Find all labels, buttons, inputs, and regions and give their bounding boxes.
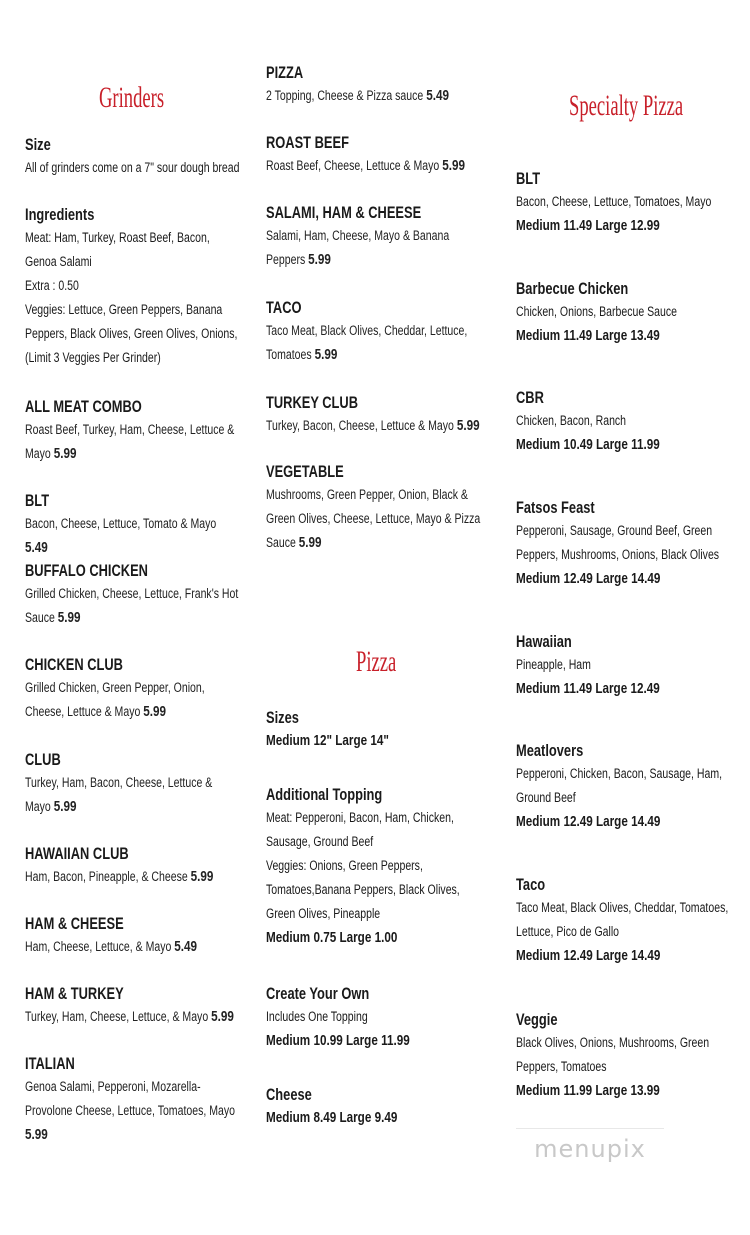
item-name: BUFFALO CHICKEN [25, 562, 148, 580]
menu-item [25, 983, 240, 1029]
item-name: CBR [516, 389, 544, 407]
item-desc: Genoa Salami, Pepperoni, Mozarella-Provolone Cheese, Lettuce, Tomatoes, Mayo 5.99 [25, 1079, 235, 1143]
item-desc: Roast Beef, Turkey, Ham, Cheese, Lettuce & Mayo 5.99 [25, 422, 235, 462]
ingredients-block [25, 204, 240, 370]
item-name: Barbecue Chicken [516, 280, 629, 298]
item-price: 5.99 [190, 868, 214, 885]
menu-item [25, 654, 240, 724]
menu-item [25, 843, 240, 889]
item-name: Fatsos Feast [516, 499, 595, 517]
specialty-title: Specialty Pizza [569, 89, 684, 122]
item-desc: Roast Beef, Cheese, Lettuce & Mayo 5.99 [266, 157, 465, 174]
sizes-text: Medium 12" Large 14" [266, 732, 389, 749]
item-desc: Ham, Bacon, Pineapple, & Cheese 5.99 [25, 868, 214, 885]
item-desc: Pineapple, Ham [516, 657, 591, 672]
cheese-label: Cheese [266, 1086, 312, 1104]
item-price: 5.99 [298, 534, 322, 551]
menu-item [516, 1009, 731, 1103]
item-price: Medium 11.49 Large 13.49 [516, 327, 660, 344]
menu-item [516, 740, 731, 834]
item-desc: Turkey, Ham, Bacon, Cheese, Lettuce & Mayo 5.99 [25, 775, 213, 815]
menu-item [266, 132, 491, 178]
menu-item [516, 631, 700, 701]
item-name: TACO [266, 299, 302, 317]
item-price: 5.99 [308, 251, 331, 268]
item-name: ROAST BEEF [266, 134, 349, 152]
item-desc: Mushrooms, Green Pepper, Onion, Black & Green Olives, Cheese, Lettuce, Mayo & Pizza Sauce 5.99 [266, 487, 481, 551]
item-name: CLUB [25, 751, 61, 769]
item-desc: Grilled Chicken, Green Pepper, Onion, Cheese, Lettuce & Mayo 5.99 [25, 680, 205, 720]
item-desc: Black Olives, Onions, Mushrooms, Green Peppers, Tomatoes [516, 1035, 710, 1074]
size-text: All of grinders come on a 7" sour dough bread [25, 160, 240, 175]
item-price: Medium 10.49 Large 11.99 [516, 436, 660, 453]
cheese-price: Medium 8.49 Large 9.49 [266, 1109, 398, 1126]
item-name: Taco [516, 876, 546, 894]
menu-item [516, 874, 731, 968]
item-desc: 2 Topping, Cheese & Pizza sauce 5.49 [266, 87, 449, 104]
item-price: 5.99 [25, 1126, 48, 1143]
item-name: HAM & CHEESE [25, 915, 124, 933]
item-desc: Chicken, Bacon, Ranch [516, 413, 627, 428]
item-desc: Pepperoni, Chicken, Bacon, Sausage, Ham, Ground Beef [516, 766, 723, 805]
item-name: SALAMI, HAM & CHEESE [266, 204, 422, 222]
item-price: Medium 11.99 Large 13.99 [516, 1082, 660, 1099]
item-price: Medium 11.49 Large 12.49 [516, 680, 660, 697]
sizes-label: Sizes [266, 709, 299, 727]
item-desc: Turkey, Bacon, Cheese, Lettuce & Mayo 5.99 [266, 417, 480, 434]
sizes-block [266, 707, 424, 753]
item-price: 5.99 [53, 798, 77, 815]
item-price: 5.99 [143, 703, 167, 720]
item-desc: Turkey, Ham, Cheese, Lettuce, & Mayo 5.99 [25, 1008, 234, 1025]
ingredients-veggies: Veggies: Lettuce, Green Peppers, Banana Peppers, Black Olives, Green Olives, Onions, (Limit 3 Veggies Per Grinder) [25, 302, 238, 365]
menu-item [266, 461, 491, 555]
topping-veggies: Veggies: Onions, Green Peppers, Tomatoes,Banana Peppers, Black Olives, Green Olives, Pineapple [266, 858, 460, 921]
item-name: CHICKEN CLUB [25, 656, 123, 674]
item-desc: Chicken, Onions, Barbecue Sauce [516, 304, 677, 319]
create-your-own-block [266, 983, 450, 1053]
item-desc: Bacon, Cheese, Lettuce, Tomato & Mayo 5.49 [25, 516, 217, 556]
item-desc: Taco Meat, Black Olives, Cheddar, Tomatoes, Lettuce, Pico de Gallo [516, 900, 729, 939]
menu-item [25, 749, 240, 819]
item-name: VEGETABLE [266, 463, 344, 481]
menu-item [25, 1053, 240, 1147]
item-name: PIZZA [266, 64, 304, 82]
item-desc: Pepperoni, Sausage, Ground Beef, Green Peppers, Mushrooms, Onions, Black Olives [516, 523, 720, 562]
item-price: Medium 11.49 Large 12.99 [516, 217, 660, 234]
menu-item [25, 396, 240, 466]
item-name: BLT [516, 170, 541, 188]
item-price: Medium 12.49 Large 14.49 [516, 570, 661, 587]
item-price: 5.99 [57, 609, 81, 626]
menu-item [266, 202, 491, 272]
item-desc: Grilled Chicken, Cheese, Lettuce, Frank's Hot Sauce 5.99 [25, 586, 239, 626]
item-name: Meatlovers [516, 742, 584, 760]
menu-item [25, 913, 240, 959]
menupix-watermark: menupix [516, 1128, 664, 1169]
additional-topping-block [266, 784, 491, 950]
item-desc: Bacon, Cheese, Lettuce, Tomatoes, Mayo [516, 194, 712, 209]
grinders-title: Grinders [99, 81, 165, 114]
item-price: Medium 12.49 Large 14.49 [516, 947, 661, 964]
item-price: 5.49 [174, 938, 198, 955]
item-price: 5.99 [314, 346, 338, 363]
menu-item [516, 387, 700, 457]
item-name: ALL MEAT COMBO [25, 398, 142, 416]
create-desc: Includes One Topping [266, 1009, 368, 1024]
menu-item [266, 62, 491, 108]
item-desc: Taco Meat, Black Olives, Cheddar, Lettuce, Tomatoes 5.99 [266, 323, 468, 363]
create-label: Create Your Own [266, 985, 370, 1003]
menu-item [266, 297, 491, 367]
item-name: HAM & TURKEY [25, 985, 124, 1003]
item-name: ITALIAN [25, 1055, 75, 1073]
item-name: Hawaiian [516, 633, 572, 651]
item-price: 5.99 [442, 157, 465, 174]
topping-label: Additional Topping [266, 786, 383, 804]
topping-meat: Meat: Pepperoni, Bacon, Ham, Chicken, Sausage, Ground Beef [266, 810, 454, 849]
item-price: 5.99 [53, 445, 77, 462]
menu-item [516, 497, 731, 591]
item-price: Medium 12.49 Large 14.49 [516, 813, 661, 830]
item-desc: Salami, Ham, Cheese, Mayo & Banana Peppers 5.99 [266, 228, 450, 268]
menu-item [25, 490, 240, 560]
create-price: Medium 10.99 Large 11.99 [266, 1032, 410, 1049]
item-name: TURKEY CLUB [266, 394, 359, 412]
menu-item [266, 392, 491, 438]
pizza-title: Pizza [356, 645, 397, 678]
item-price: 5.49 [25, 539, 48, 556]
cheese-block [266, 1084, 434, 1130]
ingredients-extra: Extra : 0.50 [25, 278, 79, 293]
menu-item [25, 560, 240, 630]
item-name: BLT [25, 492, 50, 510]
size-block [25, 134, 240, 180]
item-desc: Ham, Cheese, Lettuce, & Mayo 5.49 [25, 938, 198, 955]
item-name: Veggie [516, 1011, 558, 1029]
menu-item [516, 278, 722, 348]
menu-item [516, 168, 731, 238]
size-label: Size [25, 136, 51, 154]
item-price: 5.49 [426, 87, 449, 104]
ingredients-meat: Meat: Ham, Turkey, Roast Beef, Bacon, Genoa Salami [25, 230, 210, 269]
item-name: HAWAIIAN CLUB [25, 845, 129, 863]
ingredients-label: Ingredients [25, 206, 95, 224]
item-price: 5.99 [211, 1008, 234, 1025]
item-price: 5.99 [456, 417, 480, 434]
topping-price: Medium 0.75 Large 1.00 [266, 929, 398, 946]
